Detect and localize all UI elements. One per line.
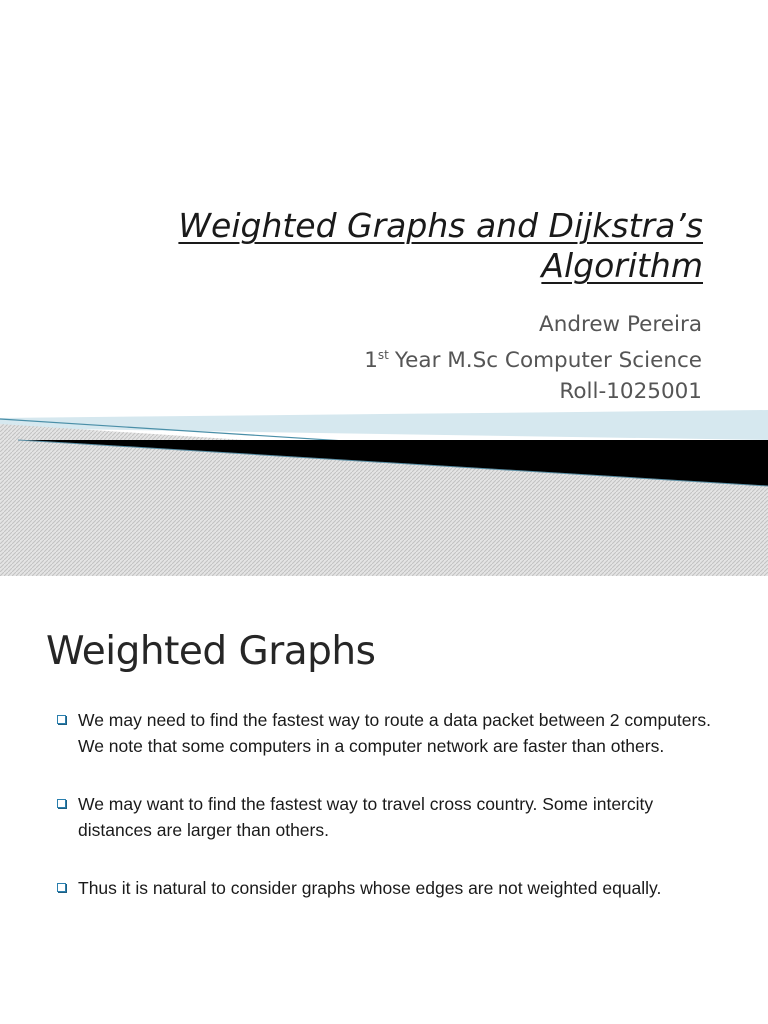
presentation-subtitle (364, 309, 702, 407)
bullet-text: We may want to find the fastest way to travel cross country. Some intercity distances are larger than others. (78, 794, 654, 840)
bullet-list (55, 707, 715, 933)
bullet-text: We may need to find the fastest way to route a data packet between 2 computers. We note that some computers in a computer network are faster than others. (78, 710, 711, 756)
list-item (55, 791, 715, 843)
square-bullet-icon (57, 799, 66, 808)
presentation-title: Weighted Graphs and Dijkstra’s Algorithm (178, 206, 703, 285)
list-item (55, 875, 715, 901)
course-year (364, 340, 702, 376)
year-number: 1 (364, 348, 378, 373)
year-course: Year M.Sc Computer Science (394, 348, 702, 373)
year-suffix: st (377, 348, 389, 362)
author-name: Andrew Pereira (538, 312, 702, 337)
slide-title: Weighted Graphs (46, 629, 376, 674)
roll-number: Roll-1025001 (559, 379, 702, 404)
bullet-text: Thus it is natural to consider graphs whose edges are not weighted equally. (78, 878, 662, 898)
square-bullet-icon (57, 883, 66, 892)
list-item (55, 707, 715, 759)
square-bullet-icon (57, 715, 66, 724)
